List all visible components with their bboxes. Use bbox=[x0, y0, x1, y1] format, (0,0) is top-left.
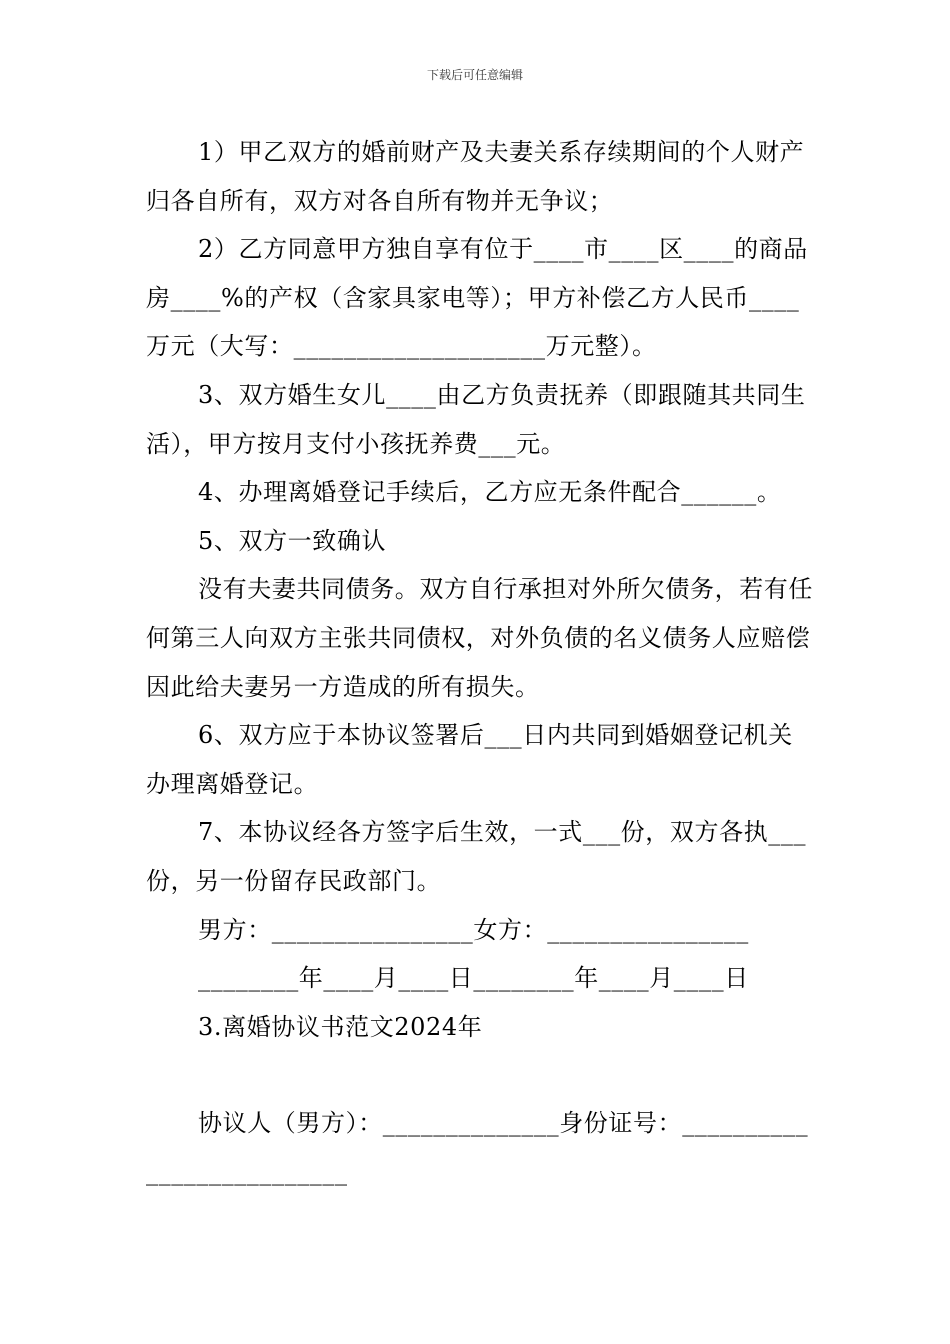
section-title: 3.离婚协议书范文2024年 bbox=[198, 1012, 483, 1041]
document-body bbox=[146, 128, 816, 1196]
party-line: 协议人（男方）：______________身份证号：__________________________ bbox=[146, 1109, 809, 1186]
clause-4: 4、办理离婚登记手续后，乙方应无条件配合______。 bbox=[198, 478, 782, 507]
spacer bbox=[146, 1051, 816, 1099]
clause-5-heading: 5、双方一致确认 bbox=[198, 526, 387, 555]
clause-1: 1）甲乙双方的婚前财产及夫妻关系存续期间的个人财产归各自所有，双方对各自所有物并无争议； bbox=[146, 138, 805, 215]
clause-6: 6、双方应于本协议签署后___日内共同到婚姻登记机关办理离婚登记。 bbox=[146, 721, 793, 798]
clause-2: 2）乙方同意甲方独自享有位于____市____区____的商品房____%的产权（含家具家电等）；甲方补偿乙方人民币____万元（大写：____________________万元整）。 bbox=[146, 235, 808, 361]
page-header-note: 下载后可任意编辑 bbox=[426, 68, 523, 82]
clause-3: 3、双方婚生女儿____由乙方负责抚养（即跟随其共同生活），甲方按月支付小孩抚养费___元。 bbox=[146, 380, 806, 458]
signature-line: 男方：________________女方：________________ bbox=[198, 915, 749, 944]
clause-5-body: 没有夫妻共同债务。双方自行承担对外所欠债务，若有任何第三人向双方主张共同债权，对外负债的名义债务人应赔偿因此给夫妻另一方造成的所有损失。 bbox=[146, 575, 813, 701]
clause-7: 7、本协议经各方签字后生效，一式___份，双方各执___份，另一份留存民政部门。 bbox=[146, 818, 807, 895]
date-line: ________年____月____日________年____月____日 bbox=[198, 964, 749, 993]
